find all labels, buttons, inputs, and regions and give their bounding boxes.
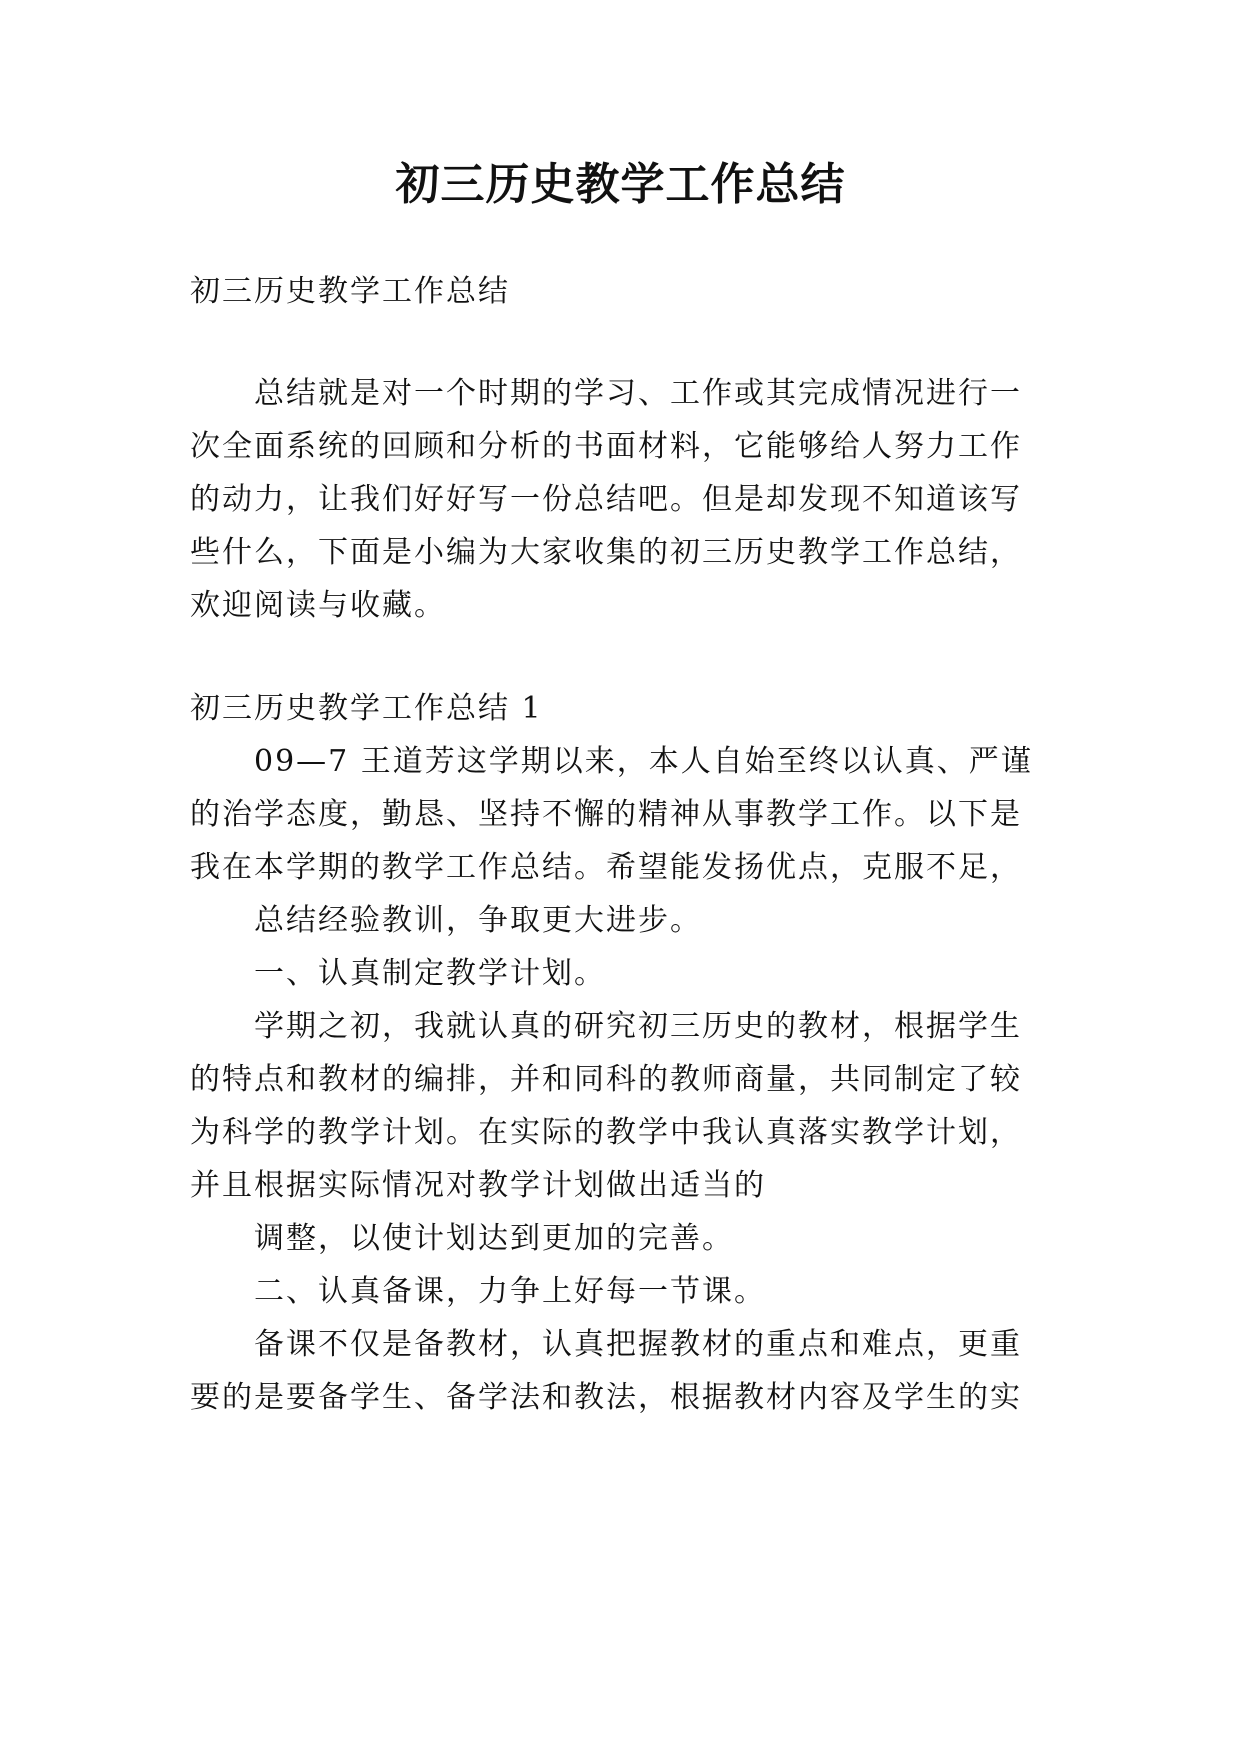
- intro-line: 次全面系统的回顾和分析的书面材料，它能够给人努力工作: [190, 429, 1022, 464]
- body-line: 的特点和教材的编排，并和同科的教师商量，共同制定了较: [190, 1062, 1022, 1097]
- body-line: 要的是要备学生、备学法和教法，根据教材内容及学生的实: [190, 1380, 1022, 1415]
- document-title: 初三历史教学工作总结: [395, 159, 846, 210]
- body-line: 二、认真备课，力争上好每一节课。: [254, 1274, 766, 1309]
- document-subtitle: 初三历史教学工作总结: [190, 274, 510, 309]
- body-line: 09—7 王道芳这学期以来，本人自始至终以认真、严谨: [254, 744, 1033, 779]
- body-line: 学期之初，我就认真的研究初三历史的教材，根据学生: [254, 1009, 1022, 1044]
- body-line: 备课不仅是备教材，认真把握教材的重点和难点，更重: [254, 1327, 1022, 1362]
- body-line: 一、认真制定教学计划。: [254, 956, 606, 991]
- body-line: 并且根据实际情况对教学计划做出适当的: [190, 1168, 766, 1203]
- body-line: 我在本学期的教学工作总结。希望能发扬优点，克服不足，: [190, 850, 1022, 885]
- body-line: 调整，以使计划达到更加的完善。: [254, 1221, 734, 1256]
- intro-line: 的动力，让我们好好写一份总结吧。但是却发现不知道该写: [190, 482, 1022, 517]
- intro-line: 欢迎阅读与收藏。: [190, 588, 446, 623]
- section-heading: 初三历史教学工作总结 1: [190, 691, 543, 726]
- intro-line: 些什么，下面是小编为大家收集的初三历史教学工作总结，: [190, 535, 1022, 570]
- body-line: 为科学的教学计划。在实际的教学中我认真落实教学计划，: [190, 1115, 1022, 1150]
- body-line: 的治学态度，勤恳、坚持不懈的精神从事教学工作。以下是: [190, 797, 1022, 832]
- body-line: 总结经验教训，争取更大进步。: [254, 903, 702, 938]
- intro-line: 总结就是对一个时期的学习、工作或其完成情况进行一: [254, 376, 1022, 411]
